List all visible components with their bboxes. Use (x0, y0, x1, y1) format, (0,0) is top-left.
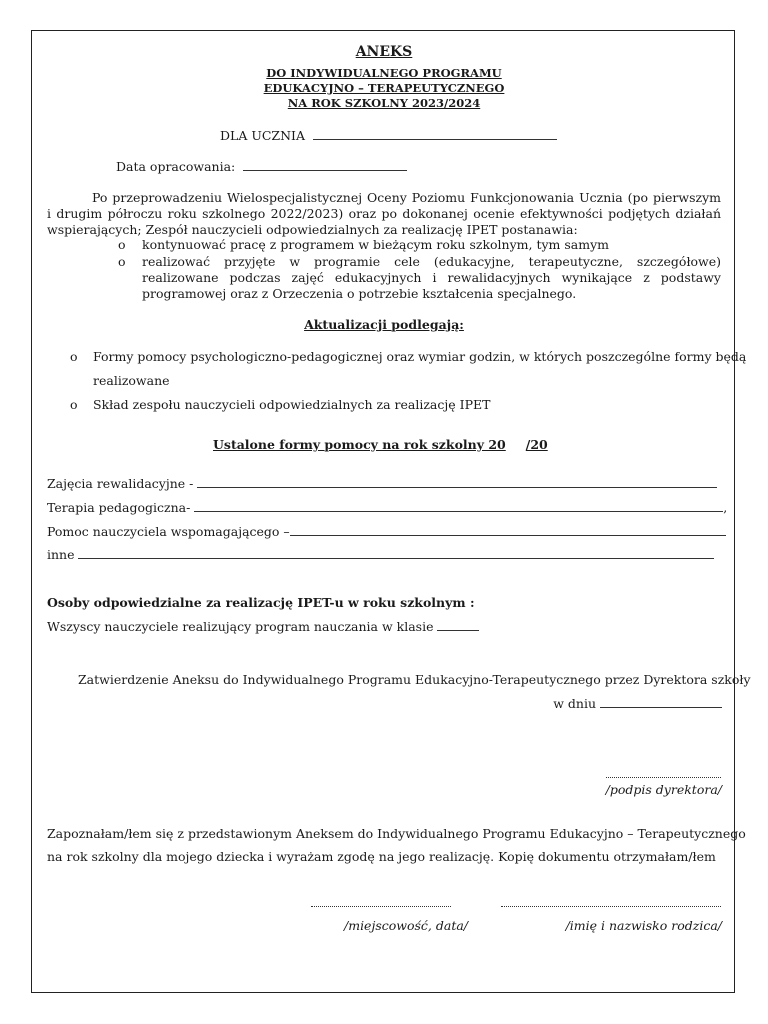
form-row-label: inne (47, 547, 79, 562)
form-row-line[interactable] (78, 547, 714, 559)
update-item-2: Skład zespołu nauczycieli odpowiedzialnych za realizację IPET (93, 397, 491, 412)
forms-heading (213, 437, 570, 452)
responsible-heading: Osoby odpowiedzialne za realizację IPET-u w roku szkolnym : (47, 595, 475, 610)
consent-line-1: Zapoznałam/łem się z przedstawionym Aneksem do Indywidualnego Programu Edukacyjno – Terapeutycznego (47, 826, 746, 841)
student-field (220, 128, 557, 143)
intro-paragraph: Po przeprowadzeniu Wielospecjalistycznej Oceny Poziomu Funkcjonowania Ucznia (po pierwszym i drugim półroczu roku szkolnego 2022/2023) oraz po dokonanej ocenie efektywności podjętych działań wspierających; Zespół nauczycieli odpowiedzialnych za realizację IPET postanawia: (47, 190, 721, 237)
consent-line-2: na rok szkolny dla mojego dziecka i wyrażam zgodę na jego realizację. Kopię dokumentu otrzymałam/łem (47, 849, 716, 864)
responsible-text-row (47, 619, 479, 634)
forms-heading-year: /20 (525, 437, 548, 452)
place-date-line[interactable] (311, 906, 451, 907)
approval-text: Zatwierdzenie Aneksu do Indywidualnego Programu Edukacyjno-Terapeutycznego przez Dyrektora szkoły (78, 672, 751, 687)
date-label: Data opracowania: (116, 159, 236, 174)
parent-name-line[interactable] (501, 906, 721, 907)
bullet-marker: o (70, 397, 78, 412)
approval-date-label: w dniu (553, 696, 600, 711)
approval-date-row (553, 696, 722, 711)
intro-bullet-2: realizować przyjęte w programie cele (edukacyjne, terapeutyczne, szczegółowe) realizowane podczas zajęć edukacyjnych i rewalidacyjnych wynikające z podstawy programowej oraz z Orzeczenia o potrzebie kształcenia specjalnego. (142, 254, 721, 301)
responsible-text: Wszyscy nauczyciele realizujący program nauczania w klasie (47, 619, 438, 634)
bullet-marker: o (70, 349, 78, 364)
date-line[interactable] (243, 159, 407, 171)
form-row-suffix: , (723, 500, 728, 515)
bullet-marker: o (118, 254, 126, 269)
update-item-1-cont: realizowane (93, 373, 170, 388)
student-label: DLA UCZNIA (220, 128, 306, 143)
title-line-3: NA ROK SZKOLNY 2023/2024 (287, 96, 481, 110)
update-item-1: Formy pomocy psychologiczno-pedagogicznej oraz wymiar godzin, w których poszczególne formy będą (93, 349, 747, 364)
form-row-label: Terapia pedagogiczna- (47, 500, 195, 515)
class-line[interactable] (437, 619, 479, 631)
place-date-label: /miejscowość, data/ (344, 918, 469, 933)
document-title: ANEKS (355, 44, 413, 60)
title-line-1: DO INDYWIDUALNEGO PROGRAMU (266, 66, 502, 80)
form-row-label: Zajęcia rewalidacyjne - (47, 476, 198, 491)
form-row-label: Pomoc nauczyciela wspomagającego – (47, 524, 290, 539)
form-row-line[interactable] (194, 500, 723, 512)
form-row-pomoc (47, 524, 726, 539)
title-line-2: EDUKACYJNO – TERAPEUTYCZNEGO (263, 81, 505, 95)
bullet-marker: o (118, 237, 126, 252)
form-row-line[interactable] (290, 524, 726, 536)
date-field (116, 159, 407, 174)
update-heading: Aktualizacji podlegają: (304, 317, 464, 332)
form-row-terapia (47, 500, 727, 515)
form-row-inne (47, 547, 714, 562)
student-name-line[interactable] (313, 128, 557, 140)
forms-heading-text: Ustalone formy pomocy na rok szkolny 20 (213, 437, 506, 452)
director-signature-line[interactable] (606, 777, 721, 778)
form-row-line[interactable] (197, 476, 717, 488)
parent-name-label: /imię i nazwisko rodzica/ (565, 918, 722, 933)
approval-date-line[interactable] (600, 696, 722, 708)
intro-bullet-1: kontynuować pracę z programem w bieżącym roku szkolnym, tym samym (142, 237, 610, 252)
form-row-rewalidacja (47, 476, 717, 491)
director-signature-label: /podpis dyrektora/ (605, 782, 722, 797)
